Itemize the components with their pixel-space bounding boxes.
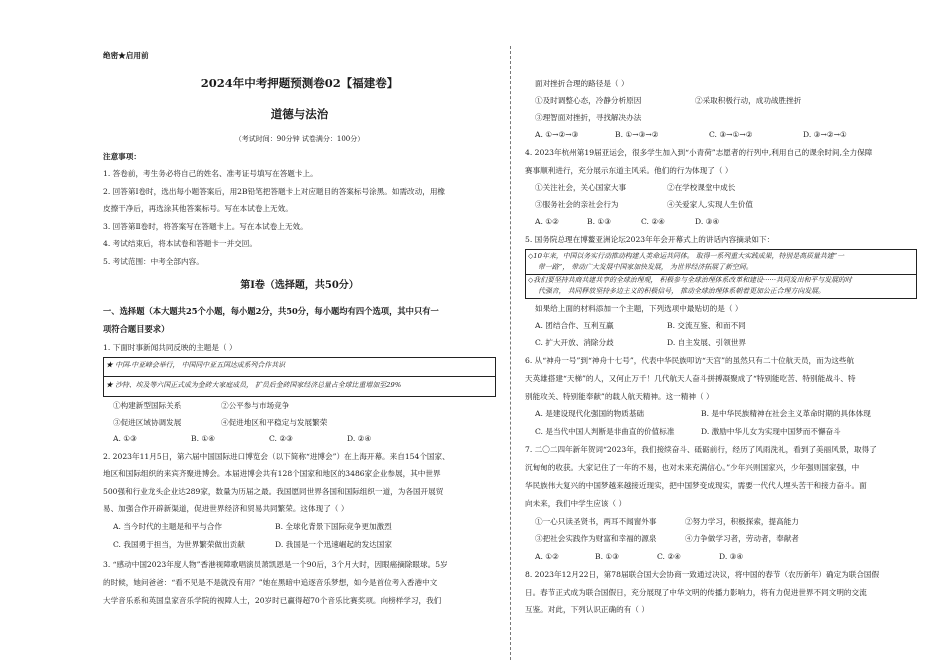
q4-option-b[interactable]: B. ①③ <box>587 217 612 226</box>
q1-option-d[interactable]: D. ②④ <box>347 434 372 443</box>
q5-material-box <box>525 249 917 299</box>
exam-info: （考试时间：90分钟 试卷满分：100分） <box>234 135 365 143</box>
q1-statement: ①构建新型国际关系 <box>113 401 182 410</box>
q1-option-c[interactable]: C. ②③ <box>269 434 293 443</box>
q4-statement: ③服务社会的亲社会行为 <box>535 200 619 209</box>
q3-option-b[interactable]: B. ①→③→② <box>615 130 659 139</box>
q1-statement: ③促进区域协调发展 <box>113 418 182 427</box>
q7-stem: 沉甸甸的收获。大家记住了一年的不易，也对未来充满信心。”少年兴则国家兴，少年强则国家强，中 <box>525 463 860 472</box>
q7-option-d[interactable]: D. ③④ <box>719 552 744 561</box>
q5-stem: 5. 国务院总理在博鳌亚洲论坛2023年年会开幕式上的讲话内容摘录如下： <box>525 235 775 244</box>
q1-option-a[interactable]: A. ①③ <box>113 434 137 443</box>
q7-statement: ①一心只读圣贤书，两耳不闻窗外事 <box>535 517 657 526</box>
q6-stem: 6. 从“神舟一号”到“神舟十七号”，代表中华民族叩访“天宫”的虽然只有二十位航天员，而为这些航 <box>525 356 855 365</box>
q6-option-b[interactable]: B. 是中华民族精神在社会主义革命时期的具体体现 <box>701 409 871 418</box>
q2-stem: 地区和国际组织的来宾齐聚进博会。本届进博会共有128个国家和地区的3486家企业参展，其中世界 <box>103 469 441 478</box>
q5-option-b[interactable]: B. 交流互鉴、和而不同 <box>667 321 746 330</box>
q6-option-d[interactable]: D. 激励中华儿女为实现中国梦而不懈奋斗 <box>701 427 841 436</box>
note-line: 3. 回答第Ⅱ卷时，将答案写在答题卡上。写在本试卷上无效。 <box>103 222 308 231</box>
q1-stem: 1. 下面时事新闻共同反映的主题是（ ） <box>103 343 237 352</box>
subject-title: 道德与法治 <box>270 107 329 121</box>
q3-option-a[interactable]: A. ①→②→③ <box>535 130 579 139</box>
q2-option-d[interactable]: D. 我国是一个迅速崛起的发达国家 <box>275 540 392 549</box>
q1-statement: ②公平参与市场竞争 <box>221 401 290 410</box>
q7-option-b[interactable]: B. ①③ <box>595 552 620 561</box>
q4-statement: ②在学校课堂中成长 <box>667 183 736 192</box>
q3-statement: ③理智面对挫折，寻找解决办法 <box>535 113 642 122</box>
q7-stem: 向未来，我们中学生应该（ ） <box>525 499 627 508</box>
column-divider <box>510 46 511 660</box>
section-intro-cont: 项符合题目要求） <box>103 324 170 334</box>
q3-statement: ②采取积极行动，成功战胜挫折 <box>695 96 802 105</box>
q6-option-c[interactable]: C. 是当代中国人判断是非曲直的价值标准 <box>535 427 675 436</box>
q8-stem: 日。春节正式成为联合国假日，充分展现了中华文明的传播力影响力，将有力促进世界不同文明的交流 <box>525 588 867 597</box>
q7-option-c[interactable]: C. ②④ <box>657 552 681 561</box>
q5-option-c[interactable]: C. 扩大开放、消除分歧 <box>535 338 614 347</box>
q5-material-line: 带一路”， 带动广大发展中国家加快发展， 为世界经济拓展了新空间。 <box>538 263 753 271</box>
q1-material-line: ★ 沙特、埃及等六国正式成为金砖大家庭成员， 扩员后金砖国家经济总量占全球比重增加至29% <box>106 381 402 389</box>
right-column <box>525 0 917 672</box>
q4-stem: 4. 2023年杭州第19届亚运会，很多学生加入到“小青荷”志愿者的行列中,利用自己的课余时间,全力保障 <box>525 148 873 157</box>
note-line: 4. 考试结束后，将本试卷和答题卡一并交回。 <box>103 239 257 248</box>
q1-option-b[interactable]: B. ①④ <box>191 434 216 443</box>
q4-statement: ④关爱家人,实现人生价值 <box>667 200 753 209</box>
q6-stem: 天英雄搭建“天梯”的人，又何止万千！几代航天人奋斗拼搏凝聚成了“特别能吃苦、特别能战斗、特 <box>525 374 856 383</box>
q3-statement: ①及时调整心态，冷静分析原因 <box>535 96 642 105</box>
q5-material-line: 代强音， 共同释放坚持多边主义的积极信号， 推动全球治理体系朝着更加公正合理方向发展。 <box>538 287 825 295</box>
q5-material-line: ◇我们要坚持共商共建共享的全球治理观， 积极参与全球治理体系改革和建设······共同发出和平与发展的时 <box>528 276 852 284</box>
q3-stem-cont: 面对挫折合理的路径是（ ） <box>535 79 629 88</box>
secret-label: 绝密★启用前 <box>103 51 149 60</box>
box-separator <box>104 376 495 377</box>
q4-option-c[interactable]: C. ②④ <box>641 217 665 226</box>
q4-option-a[interactable]: A. ①② <box>535 217 559 226</box>
q2-stem: 2. 2023年11月5日，第六届中国国际进口博览会（以下简称“进博会”）在上海开幕。来自154个国家、 <box>103 452 450 461</box>
note-line: 1. 答卷前，考生务必将自己的姓名、准考证号填写在答题卡上。 <box>103 169 318 178</box>
q3-stem: 3. “感动中国2023年度人物”香港视障歌唱演员萧凯恩是一个90后，3个月大时，因眼癌摘除眼球。5岁 <box>103 560 448 569</box>
q8-stem: 8. 2023年12月22日，第78届联合国大会协商一致通过决议，将中国的春节（农历新年）确定为联合国假 <box>525 570 880 579</box>
q1-material-box <box>103 357 496 397</box>
q8-stem: 互鉴。对此，下列认识正确的有（ ） <box>525 605 649 614</box>
q1-statement: ④促进地区和平稳定与发展繁荣 <box>221 418 328 427</box>
note-line: 5. 考试范围：中考全部内容。 <box>103 257 204 266</box>
q7-stem: 7. 二〇二四年新年贺词“2023年，我们接续奋斗、砥砺前行，经历了风雨洗礼，看到了美丽风景，取得了 <box>525 445 877 454</box>
q3-option-c[interactable]: C. ③→①→② <box>709 130 753 139</box>
section-intro: 一、选择题（本大题共25个小题，每小题2分，共50分，每小题均有四个选项，其中只有一 <box>103 306 439 316</box>
notes-heading: 注意事项： <box>103 152 141 161</box>
exam-title: 2024年中考押题预测卷02【福建卷】 <box>200 76 399 90</box>
q2-stem: 易、加强合作开辟新渠道，促进世界经济和贸易共同繁荣。这体现了（ ） <box>103 504 349 513</box>
q7-statement: ④力争做学习者，劳动者，奉献者 <box>685 534 799 543</box>
q5-option-d[interactable]: D. 自主发展、引领世界 <box>667 338 746 347</box>
q6-option-a[interactable]: A. 是建设现代化强国的物质基础 <box>535 409 645 418</box>
q5-stem2: 如果给上面的材料添加一个主题，下列选项中最贴切的是（ ） <box>535 304 743 313</box>
q3-stem: 大学音乐系和英国皇家音乐学院的视障人士，20岁时已赢得超70个音乐比赛奖项。向榜样学习，我们 <box>103 596 442 605</box>
q7-option-a[interactable]: A. ①② <box>535 552 559 561</box>
note-line: 2. 回答第Ⅰ卷时，选出每小题答案后，用2B铅笔把答题卡上对应题目的答案标号涂黑。如需改动，用橡 <box>103 187 446 196</box>
q7-stem: 华民族伟大复兴的中国梦越来越接近现实，把中国梦变成现实，需要一代代人埋头苦干和接力奋斗。面 <box>525 481 867 490</box>
q1-material-line: ★ 中国-中亚峰会举行， 中国同中亚五国达成系列合作共识 <box>106 361 285 369</box>
q2-option-a[interactable]: A. 当今时代的主题是和平与合作 <box>113 522 223 531</box>
q4-stem: 赛事顺利进行，充分展示东道主风采。他们的行为体现了（ ） <box>525 166 733 175</box>
q4-statement: ①关注社会，关心国家大事 <box>535 183 627 192</box>
part1-title: 第Ⅰ卷（选择题，共50分） <box>240 280 359 291</box>
q5-material-line: ◇10年来，中国以务实行动推动构建人类命运共同体。 取得一系列重大实践成果，特别是高质量共建“一 <box>528 252 845 260</box>
q7-statement: ②努力学习，积极探索，提高能力 <box>685 517 799 526</box>
q3-stem: 的时候，她问爸爸：“看不见是不是就没有用？”她在黑暗中追逐音乐梦想，如今是首位考入香港中文 <box>103 578 438 587</box>
note-line: 皮擦干净后，再选涂其他答案标号。写在本试卷上无效。 <box>103 204 293 213</box>
q7-statement: ③把社会实践作为财富和幸福的源泉 <box>535 534 657 543</box>
q2-option-c[interactable]: C. 我国勇于担当，为世界繁荣做出贡献 <box>113 540 245 549</box>
q2-option-b[interactable]: B. 全球化背景下国际竞争更加激烈 <box>275 522 392 531</box>
q2-stem: 500强和行业龙头企业达289家，数量为历届之最。我国愿同世界各国和国际组织一道，为各国开展贸 <box>103 487 444 496</box>
q4-option-d[interactable]: D. ③④ <box>695 217 720 226</box>
q3-option-d[interactable]: D. ③→②→① <box>803 130 847 139</box>
q5-option-a[interactable]: A. 团结合作、互利互赢 <box>535 321 614 330</box>
q6-stem: 别能攻关、特别能奉献”的载人航天精神。这一精神（ ） <box>525 392 714 401</box>
left-column <box>103 0 496 672</box>
